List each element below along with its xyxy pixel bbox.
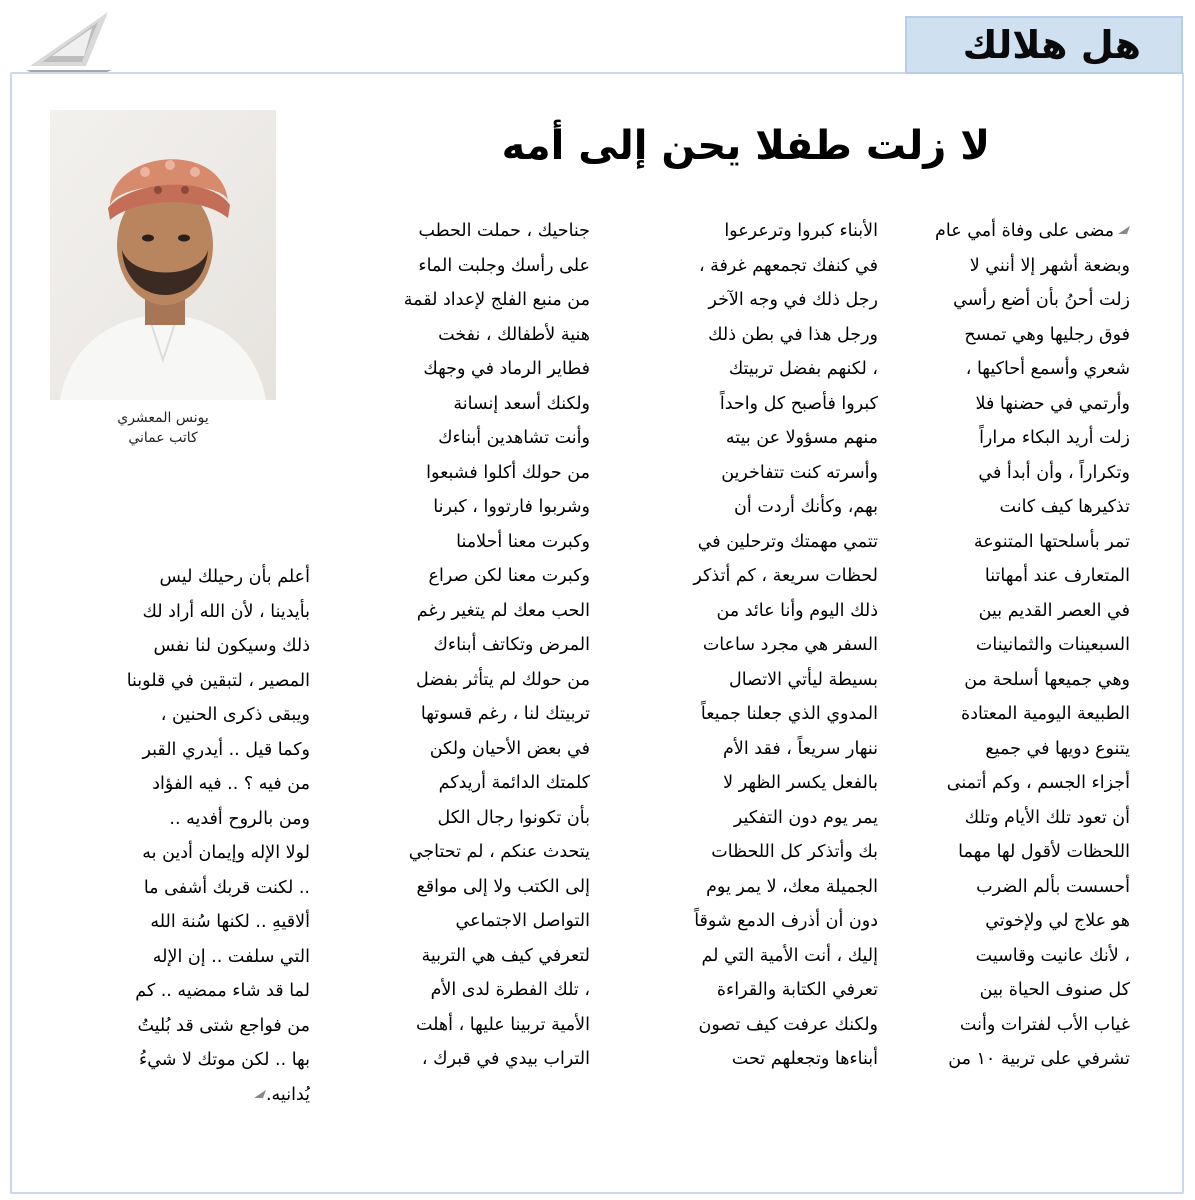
text-line: من منبع الفلج لإعداد لقمة — [403, 290, 590, 310]
text-line: المدوي الذي جعلنا جميعاً — [700, 704, 878, 724]
section-tab — [905, 16, 1183, 74]
text-line: بأن تكونوا رجال الكل — [437, 807, 590, 828]
text-line: في كنفك تجمعهم غرفة ، — [698, 255, 878, 276]
text-line: وبضعة أشهر إلا أنني لا — [969, 255, 1130, 276]
text-line: بسيطة ليأتي الاتصال — [729, 669, 878, 690]
sail-logo-icon — [22, 6, 114, 76]
text-line: ذلك اليوم وأنا عائد من — [716, 600, 878, 621]
text-line: رجل ذلك في وجه الآخر — [708, 290, 878, 310]
text-line: ويبقى ذكرى الحنين ، — [160, 705, 310, 725]
text-line: ولكنك عرفت كيف تصون — [698, 1014, 878, 1035]
text-line: وكبرت معنا أحلامنا — [456, 531, 590, 552]
text-line: منهم مسؤولا عن بيته — [725, 428, 878, 448]
text-line: فوق رجليها وهي تمسح — [964, 324, 1130, 345]
text-line: أعلم بأن رحيلك ليس — [159, 567, 310, 587]
text-line: وكما قيل .. أيدري القبر — [142, 739, 310, 760]
text-line: .. لكنت قربك أشفى ما — [143, 877, 310, 898]
article-column-2 — [608, 214, 878, 1077]
text-line: السفر هي مجرد ساعات — [702, 635, 878, 655]
text-line: وأرتمي في حضنها فلا — [975, 393, 1130, 414]
text-line: المتعارف عند أمهاتنا — [984, 566, 1130, 586]
text-line: تربيتك لنا ، رغم قسوتها — [420, 704, 590, 724]
text-line: اللحظات لأقول لها مهما — [958, 842, 1130, 862]
author-photo — [50, 110, 276, 400]
text-line: المرض وتكاتف أبناءك — [433, 635, 590, 655]
text-line: مضى على وفاة أمي عام — [893, 214, 1130, 249]
text-line: على رأسك وجلبت الماء — [418, 255, 590, 276]
text-line: وتكراراً ، وأن أبدأ في — [978, 462, 1130, 483]
text-line: جناحيك ، حملت الحطب — [418, 221, 590, 241]
text-line: الحب معك لم يتغير رغم — [416, 600, 590, 621]
text-line: التي سلفت .. إن الإله — [152, 946, 310, 967]
text-line: زلت أحنُ بأن أضع رأسي — [953, 290, 1130, 310]
text-line: غياب الأب لفترات وأنت — [959, 1014, 1130, 1035]
text-line: هو علاج لي ولإخوتي — [985, 911, 1130, 931]
text-line: وأسرته كنت تتفاخرين — [721, 462, 878, 483]
text-line: بها .. لكن موتك لا شيءُ — [138, 1050, 310, 1070]
text-line: من حولك لم يتأثر بفضل — [415, 669, 590, 690]
text-line: ، لكنهم بفضل تربيتك — [728, 359, 878, 379]
text-line: تشرفي على تربية ١٠ من — [948, 1049, 1130, 1069]
text-line: وأنت تشاهدين أبناءك — [438, 428, 590, 448]
text-line: في العصر القديم بين — [978, 600, 1130, 621]
text-line: دون أن أذرف الدمع شوقاً — [694, 911, 878, 931]
text-line: كلمتك الدائمة أريدكم — [438, 773, 590, 793]
author-caption — [50, 408, 276, 448]
text-line: ذلك وسيكون لنا نفس — [153, 636, 310, 656]
article-column-3 — [320, 214, 590, 1077]
text-line: أحسست بألم الضرب — [976, 876, 1130, 897]
text-line: بك وأتذكر كل اللحظات — [711, 842, 878, 862]
text-line: ألاقيهِ .. لكنها سُنة الله — [150, 912, 310, 932]
text-line: بأيدينا ، لأن الله أراد لك — [142, 601, 310, 622]
text-line: بهم، وكأنك أردت أن — [734, 497, 878, 517]
text-line: هنية لأطفالك ، نفخت — [438, 324, 590, 345]
text-line: الأبناء كبروا وترعرعوا — [724, 221, 878, 241]
text-line: من فواجع شتى قد بُليتُ — [137, 1015, 310, 1036]
text-line: أن تعود تلك الأيام وتلك — [964, 807, 1130, 828]
text-line: إلى الكتب ولا إلى مواقع — [416, 876, 590, 897]
author-role: كاتب عماني — [128, 430, 198, 446]
text-line: كبروا فأصبح كل واحداً — [719, 393, 878, 414]
text-line: وشربوا فارتووا ، كبرنا — [433, 497, 590, 517]
text-line: في بعض الأحيان ولكن — [429, 738, 590, 759]
text-line: تعرفي الكتابة والقراءة — [716, 980, 878, 1000]
text-line: الجميلة معك، لا يمر يوم — [706, 876, 878, 897]
text-line: ولكنك أسعد إنسانة — [453, 393, 590, 414]
end-mark-icon — [254, 1090, 266, 1100]
author-portrait-icon — [50, 110, 276, 400]
text-line: ننهار سريعاً ، فقد الأم — [723, 738, 878, 759]
text-line: يتنوع دويها في جميع — [985, 738, 1130, 759]
article-headline: لا زلت طفلا يحن إلى أمه — [501, 123, 990, 169]
text-line: تتمي مهمتك وترحلين في — [697, 531, 878, 552]
text-line: ، تلك الفطرة لدى الأم — [430, 980, 590, 1000]
text-line: التواصل الاجتماعي — [455, 911, 590, 931]
author-name: يونس المعشري — [117, 410, 209, 426]
text-line: ورجل هذا في بطن ذلك — [708, 324, 878, 345]
text-line: ، لأنك عانيت وقاسيت — [975, 945, 1130, 966]
text-line: تذكيرها كيف كانت — [999, 497, 1130, 517]
text-line: لما قد شاء ممضيه .. كم — [135, 981, 310, 1001]
text-line: أجزاء الجسم ، وكم أتمنى — [946, 773, 1130, 793]
text-line: لتعرفي كيف هي التربية — [421, 945, 590, 966]
text-line: لحظات سريعة ، كم أتذكر — [693, 566, 878, 586]
text-line: المصير ، لتبقين في قلوبنا — [126, 670, 310, 691]
text-line: كل صنوف الحياة بين — [979, 980, 1130, 1000]
text-line: إليك ، أنت الأمية التي لم — [701, 945, 878, 966]
text-line: تمر بأسلحتها المتنوعة — [973, 531, 1130, 552]
text-line: يمر يوم دون التفكير — [733, 807, 878, 828]
text-line: من فيه ؟ .. فيه الفؤاد — [152, 774, 310, 794]
text-line: ومن بالروح أفديه .. — [169, 808, 310, 829]
section-title: هل هلالك — [962, 23, 1141, 67]
text-line: يتحدث عنكم ، لم تحتاجي — [408, 842, 590, 862]
article-column-4 — [40, 560, 310, 1112]
text-line: وكبرت معنا لكن صراع — [428, 566, 590, 586]
paragraph-mark-icon — [1118, 226, 1130, 236]
text-line: يُدانيه. — [40, 1078, 310, 1113]
text-line: وهي جميعها أسلحة من — [964, 669, 1130, 690]
text-line: شعري وأسمع أحاكيها ، — [965, 359, 1130, 379]
text-line: الأمية تربينا عليها ، أهلت — [415, 1014, 590, 1035]
article-column-1 — [893, 214, 1130, 1077]
text-line: بالفعل يكسر الظهر لا — [723, 773, 878, 793]
text-line: من حولك أكلوا فشبعوا — [426, 462, 590, 483]
text-line: زلت أريد البكاء مراراً — [979, 428, 1130, 448]
text-line: التراب بيدي في قبرك ، — [421, 1049, 590, 1069]
text-line: لولا الإله وإيمان أدين به — [142, 843, 310, 863]
text-line: أبناءها وتجعلهم تحت — [731, 1049, 878, 1069]
text-line: السبعينات والثمانينات — [975, 635, 1130, 655]
text-line: فطاير الرماد في وجهك — [423, 359, 590, 379]
text-line: الطبيعة اليومية المعتادة — [961, 704, 1130, 724]
